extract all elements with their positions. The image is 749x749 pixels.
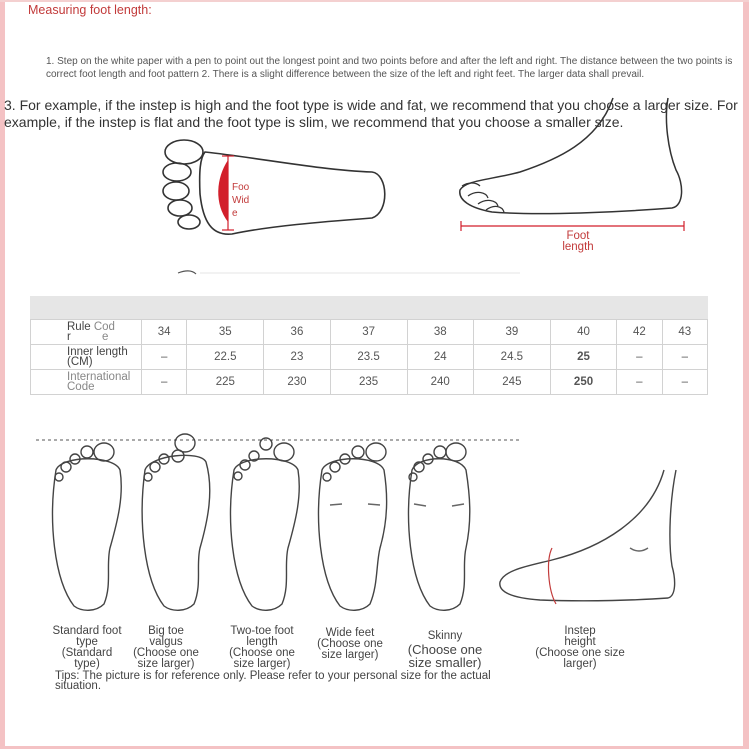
table-cell: 23 (264, 345, 330, 370)
foot-type-note-2: size smaller) (408, 655, 482, 670)
instruction-step-3: 3. For example, if the instep is high and the foot type is wide and fat, we recommend that you choose a larger size. For example, if the instep is flat and the foot type is slim, we recommend that you choose a smaller size. (4, 97, 738, 130)
table-corner-cell (31, 320, 142, 345)
width-marker (218, 160, 228, 222)
table-cell: 25 (550, 345, 616, 370)
table-cell: – (662, 370, 707, 395)
table-cell: – (662, 345, 707, 370)
table-cell: 39 (473, 320, 550, 345)
table-cell: 35 (187, 320, 264, 345)
table-cell: – (142, 370, 187, 395)
foot-type-name-2: length (246, 636, 278, 648)
foot-big-toe-valgus (142, 434, 210, 610)
foot-type-name: Big toe (148, 625, 184, 637)
table-cell: 37 (330, 320, 407, 345)
foot-instep-side (500, 470, 676, 604)
foot-type-label (128, 626, 204, 670)
table-cell: 24.5 (473, 345, 550, 370)
foot-type-name-2: height (564, 636, 596, 648)
toe-3 (163, 182, 189, 200)
row-label: International (67, 371, 131, 383)
foot-type-note: (Choose one (317, 638, 383, 650)
table-cell: 250 (550, 370, 616, 395)
table-cell: 230 (264, 370, 330, 395)
foot-type-note: (Choose one (133, 647, 199, 659)
foot-two-toe (231, 438, 300, 610)
foot-length-label: Foot length (562, 230, 594, 253)
table-row-inner-length (31, 345, 708, 370)
foot-type-name: Instep (564, 625, 596, 637)
toe-1 (165, 140, 203, 164)
table-cell: 225 (187, 370, 264, 395)
page-title: Measuring foot length: (28, 3, 152, 17)
row-label: Inner length (67, 346, 128, 358)
code-label-2: e (102, 331, 109, 343)
foot-standard (53, 443, 122, 610)
row-label-cell (31, 370, 142, 395)
table-cell: 23.5 (330, 345, 407, 370)
foot-type-note: (Choose one (229, 647, 295, 659)
foot-width-label: Foo Wid e (232, 182, 250, 219)
foot-type-note-2: size larger) (321, 649, 379, 661)
foot-wide (319, 443, 387, 610)
foot-type-name: Wide feet (325, 627, 375, 639)
foot-type-label (222, 626, 302, 670)
code-label: Cod (93, 321, 115, 333)
toe-2 (163, 163, 191, 181)
table-row-codes (31, 320, 708, 345)
table-cell: 245 (473, 370, 550, 395)
rule-label: Rule (67, 321, 91, 333)
foot-type-note: (Choose one (407, 642, 483, 657)
table-cell: 43 (662, 320, 707, 345)
foot-type-name: Skinny (427, 630, 463, 642)
table-cell: – (142, 345, 187, 370)
foot-type-label (530, 626, 630, 670)
table-cell: 36 (264, 320, 330, 345)
side-foot-outline (460, 98, 682, 214)
foot-type-note-2: size larger) (137, 658, 195, 670)
foot-type-note-2: larger) (563, 658, 597, 670)
toe-4 (168, 200, 192, 216)
foot-type-label (48, 626, 126, 670)
foot-type-label (312, 628, 388, 661)
table-header-band (30, 296, 708, 319)
foot-skinny (409, 443, 470, 610)
table-row-international-code (31, 370, 708, 395)
table-cell: 40 (550, 320, 616, 345)
table-cell: 38 (407, 320, 473, 345)
foot-type-note: (Standard (61, 647, 113, 659)
table-cell: 240 (407, 370, 473, 395)
foot-type-name: Two-toe foot (230, 625, 294, 637)
foot-type-name-2: valgus (149, 636, 183, 648)
size-table (30, 319, 708, 395)
table-cell: 235 (330, 370, 407, 395)
row-label-cell (31, 345, 142, 370)
table-cell: 34 (142, 320, 187, 345)
foot-type-note-2: size larger) (233, 658, 291, 670)
foot-type-note-2: type) (74, 658, 100, 670)
foot-type-name-2: type (76, 636, 98, 648)
rule-label-2: r (67, 331, 71, 343)
foot-type-name: Standard foot (52, 625, 122, 637)
row-label-2: Code (67, 381, 95, 393)
table-cell: 42 (617, 320, 662, 345)
foot-type-note: (Choose one size (535, 647, 625, 659)
foot-measure-illustration (0, 0, 749, 300)
tip-note: Tips: The picture is for reference only. Please refer to your personal size for the actual situation. (55, 670, 491, 692)
table-cell: – (617, 345, 662, 370)
table-cell: – (617, 370, 662, 395)
table-cell: 24 (407, 345, 473, 370)
row-label-2: (CM) (67, 356, 93, 368)
instruction-step-1: 1. Step on the white paper with a pen to point out the longest point and two points before and after the left and right. The distance between the two points is correct foot length and foot pattern 2. There is a slight difference between the size of the left and right feet. The larger data shall prevail. (46, 56, 733, 80)
table-cell: 22.5 (187, 345, 264, 370)
toe-5 (178, 215, 200, 229)
foot-type-label (398, 628, 492, 669)
